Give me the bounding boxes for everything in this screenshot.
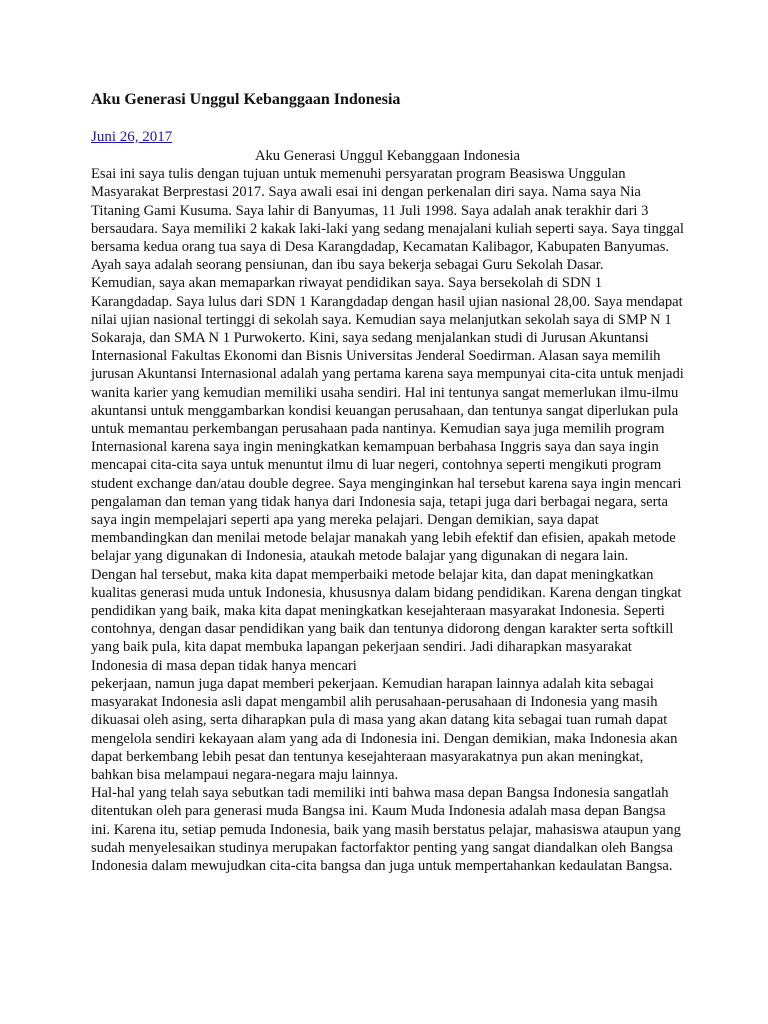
article-title: Aku Generasi Unggul Kebanggaan Indonesia xyxy=(91,91,401,108)
paragraph: Esai ini saya tulis dengan tujuan untuk memenuhi persyaratan program Beasiswa Unggulan Masyarakat Berprestasi 2017. Saya awali esai ini dengan perkenalan diri saya. Nama saya Nia Titaning Gami Kusuma. Saya lahir di Banyumas, 11 Juli 1998. Saya adalah anak terakhir dari 3 bersaudara. Saya memiliki 2 kakak laki-laki yang sedang menajalani kuliah seperti saya. Saya tinggal bersama kedua orang tua saya di Desa Karangdadap, Kecamatan Kalibagor, Kabupaten Banyumas. Ayah saya adalah seorang pensiunan, dan ibu saya bekerja sebagai Guru Sekolah Dasar. xyxy=(91,166,684,274)
essay-body xyxy=(91,165,684,875)
paragraph: pekerjaan, namun juga dapat memberi pekerjaan. Kemudian harapan lainnya adalah kita sebagai masyarakat Indonesia asli dapat mengambil alih perusahaan-perusahaan di Indonesia yang masih dikuasai oleh asing, serta diharapkan pula di masa yang akan datang kita sebagai tuan rumah dapat mengelola sendiri kekayaan alam yang ada di Indonesia ini. Dengan demikian, maka Indonesia akan dapat berkembang lebih pesat dan tentunya kesejahteraan masyarakatnya pun akan meningkat, bahkan bisa melampaui negara-negara maju lainnya. xyxy=(91,675,678,783)
essay-subtitle: Aku Generasi Unggul Kebanggaan Indonesia xyxy=(254,148,521,164)
paragraph: Hal-hal yang telah saya sebutkan tadi memiliki inti bahwa masa depan Bangsa Indonesia sangatlah ditentukan oleh para generasi muda Bangsa ini. Kaum Muda Indonesia adalah masa depan Bangsa ini. Karena itu, setiap pemuda Indonesia, baik yang masih berstatus pelajar, mahasiswa ataupun yang sudah menyelesaikan studinya merupakan factorfaktor penting yang sangat diandalkan oleh Bangsa Indonesia dalam mewujudkan cita-cita bangsa dan juga untuk mempertahankan kedaulatan Bangsa. xyxy=(91,785,681,874)
paragraph: Dengan hal tersebut, maka kita dapat memperbaiki metode belajar kita, dan dapat meningkatkan kualitas generasi muda untuk Indonesia, khususnya dalam bidang pendidikan. Karena dengan tingkat pendidikan yang baik, maka kita dapat meningkatkan kesejahteraan masyarakat Indonesia. Seperti contohnya, dengan dasar pendidikan yang baik dan tentunya didorong dengan karakter serta softkill yang baik pula, kita dapat membuka lapangan pekerjaan sendiri. Jadi diharapkan masyarakat Indonesia di masa depan tidak hanya mencari xyxy=(91,566,682,674)
paragraph: Kemudian, saya akan memaparkan riwayat pendidikan saya. Saya bersekolah di SDN 1 Karangdadap. Saya lulus dari SDN 1 Karangdadap dengan hasil ujian nasional 28,00. Saya mendapat nilai ujian nasional tertinggi di sekolah saya. Kemudian saya melanjutkan sekolah saya di SMP N 1 Sokaraja, dan SMA N 1 Purwokerto. Kini, saya sedang menjalankan studi di Jurusan Akuntansi Internasional Fakultas Ekonomi dan Bisnis Universitas Jenderal Soedirman. Alasan saya memilih jurusan Akuntansi Internasional adalah yang pertama karena saya mempunyai cita-cita untuk menjadi wanita karier yang kemudian memiliki usaha sendiri. Hal ini tentunya sangat memerlukan ilmu-ilmu akuntansi untuk menggambarkan kondisi keuangan perusahaan, dan tentunya sangat diperlukan pula untuk memantau perkembangan perusahaan pada nantinya. Kemudian saya juga memilih program Internasional karena saya ingin meningkatkan kemampuan berbahasa Inggris saya dan saya ingin mencapai cita-cita saya untuk menuntut ilmu di luar negeri, contohnya seperti mengikuti program student exchange dan/atau double degree. Saya menginginkan hal tersebut karena saya ingin mencari pengalaman dan teman yang tidak hanya dari Indonesia saja, tetapi juga dari berbagai negara, serta saya ingin mempelajari seperti apa yang mereka pelajari. Dengan demikian, saya dapat membandingkan dan menilai metode belajar manakah yang lebih efektif dan efisien, apakah metode belajar yang digunakan di Indonesia, ataukah metode balajar yang digunakan di negara lain. xyxy=(91,275,684,565)
post-date-link[interactable]: Juni 26, 2017 xyxy=(91,129,173,145)
